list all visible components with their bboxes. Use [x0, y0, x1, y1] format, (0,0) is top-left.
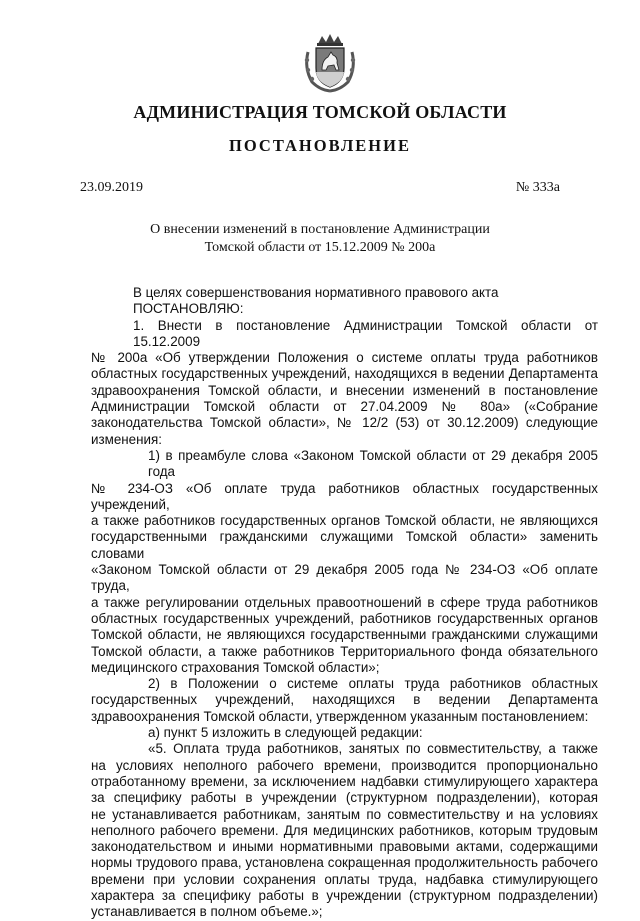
body-line: № 234-ОЗ «Об оплате труда работников областных государственных учреждений, — [91, 480, 598, 512]
body-line: нормы трудового права, установлена сокращенная продолжительность рабочего — [91, 855, 598, 871]
body-line: а) пункт 5 изложить в следующей редакции: — [148, 725, 423, 741]
body-line: государственных учреждений, находящихся в ведении Департамента — [91, 692, 598, 708]
body-line: времени при условии сохранения оплаты труда, надбавка стимулирующего — [91, 871, 598, 887]
body-line: а также работников государственных органов Томской области, не являющихся — [91, 513, 598, 529]
body-line: законодательством и иными нормативными правовыми актами, содержащими — [91, 839, 598, 855]
body-line: 2) в Положении о системе оплаты труда работников областных — [148, 676, 598, 692]
intro-line: В целях совершенствования нормативного правового акта — [133, 285, 499, 300]
document-subject — [0, 221, 640, 257]
body-line: на условиях неполного рабочего времени, производится пропорционально — [91, 757, 598, 773]
body-line: отработанному времени, за исключением надбавки стимулирующего характера — [91, 773, 598, 789]
body-line: 1. Внести в постановление Администрации Томской области от 15.12.2009 — [133, 317, 598, 349]
body-line: № 200а «Об утверждении Положения о системе оплаты труда работников — [91, 350, 598, 366]
body-line: не устанавливается работникам, занятым по совместительству и на условиях — [91, 806, 598, 822]
document-type-heading: ПОСТАНОВЛЕНИЕ — [229, 136, 411, 155]
body-line: неполного рабочего времени. Для медицинских работников, которым трудовым — [91, 822, 598, 838]
document-body — [91, 285, 598, 921]
body-line: Томской области, а также работников Территориального фонда обязательного — [91, 643, 598, 659]
body-line: областных государственных учреждений, находящихся в ведении Департамента — [91, 366, 598, 382]
body-line: законодательства Томской области», № 12/2 (53) от 30.12.2009) следующие — [91, 415, 598, 431]
resolve-heading: ПОСТАНОВЛЯЮ: — [133, 301, 244, 317]
body-line: «Законом Томской области от 29 декабря 2005 года № 234-ОЗ «Об оплате труда, — [91, 562, 598, 594]
document-number: № 333а — [515, 180, 560, 195]
body-line: Администрации Томской области от 27.04.2009 № 80а» («Собрание — [91, 399, 598, 415]
body-line: характера за специфику работы в учреждении (структурном подразделении) — [91, 887, 598, 903]
body-line: областных государственных учреждений, работников государственных органов — [91, 610, 598, 626]
body-line: изменения: — [91, 431, 162, 447]
body-line: устанавливается в полном объеме.»; — [91, 904, 323, 920]
tomsk-coat-of-arms-icon — [298, 30, 362, 94]
document-date: 23.09.2019 — [80, 180, 143, 195]
body-line: медицинского страхования Томской области»; — [91, 659, 380, 675]
body-line: государственными гражданскими служащими Томской области» заменить словами — [91, 529, 598, 561]
body-line: здравоохранения Томской области, и внесении изменений в постановление — [91, 382, 598, 398]
body-line: 1) в преамбуле слова «Законом Томской области от 29 декабря 2005 года — [148, 447, 598, 480]
body-line: «5. Оплата труда работников, занятых по совместительству, а также — [148, 741, 598, 757]
subject-line: О внесении изменений в постановление Администрации — [150, 222, 490, 237]
body-line: Томской области, не являющихся государственными гражданскими служащими — [91, 627, 598, 643]
org-title: АДМИНИСТРАЦИЯ ТОМСКОЙ ОБЛАСТИ — [133, 102, 507, 122]
body-line: здравоохранения Томской области, утвержденном указанным постановлением: — [91, 708, 589, 724]
subject-line: Томской области от 15.12.2009 № 200а — [204, 240, 436, 255]
body-line: за специфику работы в учреждении (структурном подразделении), которая — [91, 790, 598, 806]
body-line: а также регулировании отдельных правоотношений в сфере труда работников — [91, 594, 598, 610]
